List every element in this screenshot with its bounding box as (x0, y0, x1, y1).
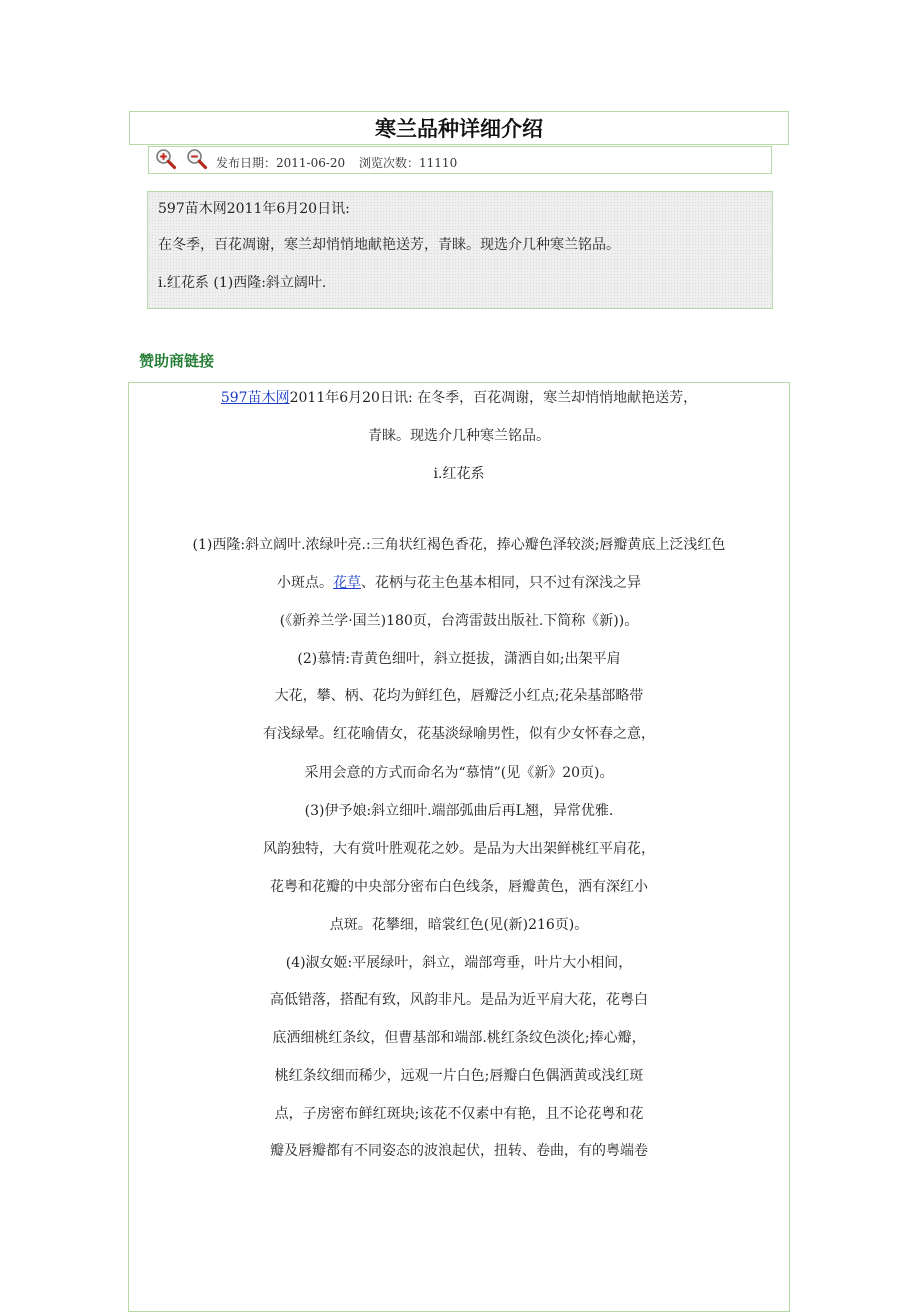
title-box (129, 111, 789, 145)
page-title: 寒兰品种详细介绍 (375, 117, 543, 141)
content-line: 风韵独特，大有赏叶胜观花之妙。是品为大出架鲜桃红平肩花， (263, 841, 655, 857)
content-line: 点，子房密布鲜红斑块;该花不仅素中有艳，且不论花粤和花 (274, 1106, 644, 1122)
content-line: (2)慕情:青黄色细叶，斜立挺拔，潇洒自如;出架平肩 (297, 651, 621, 667)
summary-line: 597苗木网2011年6月20日讯: (158, 201, 350, 217)
content-line: 瓣及唇瓣都有不同姿态的波浪起伏，扭转、卷曲，有的粤端卷 (270, 1143, 648, 1159)
article-meta-bar (148, 146, 772, 174)
content-line: 有浅绿晕。红花喻倩女，花基淡绿喻男性，似有少女怀春之意， (263, 726, 655, 742)
content-line: 青睐。现选介几种寒兰铭品。 (368, 428, 550, 444)
content-text: 、花柄与花主色基本相同，只不过有深浅之异 (361, 575, 641, 591)
content-line: i.红花系 (433, 466, 485, 482)
meta-info (216, 154, 467, 171)
summary-box (147, 191, 773, 309)
zoom-in-icon[interactable] (155, 148, 177, 170)
content-line: 采用会意的方式而命名为“慕情”(见《新》20页)。 (304, 765, 614, 781)
view-count: 浏览次数：11110 (359, 156, 458, 170)
content-line: 高低错落，搭配有致，风韵非凡。是品为近平肩大花，花粤白 (270, 992, 648, 1008)
summary-line: 在冬季，百花凋谢，寒兰却悄悄地献艳送芳，青睐。现选介几种寒兰铭品。 (158, 237, 620, 253)
site-link[interactable]: 597苗木网 (220, 390, 290, 406)
zoom-out-icon[interactable] (186, 148, 208, 170)
content-line: (1)西隆:斜立阔叶.浓绿叶亮.:三角状红褐色香花，捧心瓣色泽较淡;唇瓣黄底上泛浅红色 (192, 537, 726, 553)
sponsor-links-heading: 赞助商链接 (139, 352, 215, 370)
publish-date: 发布日期：2011-06-20 (216, 156, 346, 170)
content-text: 小斑点。 (277, 575, 333, 591)
content-line: 桃红条纹细而稀少，远观一片白色;唇瓣白色偶洒黄或浅红斑 (274, 1068, 644, 1084)
content-line: (3)伊予娘:斜立细叶.端部弧曲后再L翘，异常优雅. (304, 803, 614, 819)
flowers-link[interactable]: 花草 (333, 575, 361, 591)
article-content (128, 382, 790, 1312)
content-line: (4)淑女姬:平展绿叶，斜立，端部弯垂，叶片大小相间， (285, 955, 633, 971)
content-line: 花粤和花瓣的中央部分密布白色线条，唇瓣黄色，洒有深红小 (270, 879, 648, 895)
summary-line: i.红花系 (1)西隆:斜立阔叶. (158, 275, 327, 291)
content-text: 2011年6月20日讯: 在冬季，百花凋谢，寒兰却悄悄地献艳送芳， (289, 390, 698, 406)
content-line: 点斑。花攀细，暗裳红色(见(新)216页)。 (329, 917, 589, 933)
content-line (129, 572, 789, 592)
content-line: 大花，攀、柄、花均为鲜红色，唇瓣泛小红点;花朵基部略带 (274, 688, 644, 704)
content-line (129, 387, 789, 407)
content-line: 底洒细桃红条纹，但曹基部和端部.桃红条纹色淡化;捧心瓣， (272, 1030, 646, 1046)
content-line: (《新养兰学·国兰)180页，台湾雷鼓出版社.下简称《新))。 (279, 613, 639, 629)
